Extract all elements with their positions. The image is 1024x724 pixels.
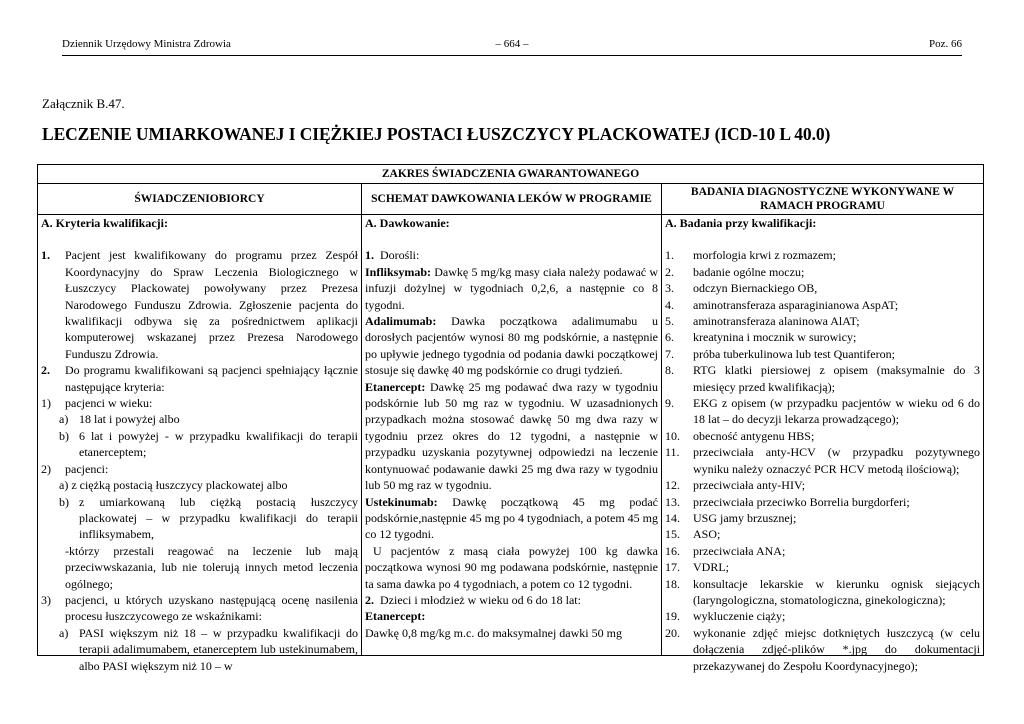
test-item: 14. USG jamy brzusznej; (665, 510, 797, 525)
tests-list (665, 247, 980, 674)
etanercept-children-dosage: Dawkę 0,8 mg/kg m.c. do maksymalnej dawki 50 mg (365, 625, 622, 640)
test-item: 8. RTG klatki piersiowej z opisem (maksymalnie do 3 miesięcy przed kwalifikacją); (665, 363, 981, 394)
running-header (62, 38, 962, 56)
test-item: 18. konsultacje lekarskie w kierunku ognisk siejących (laryngologiczna, stomatologiczna, ginekologiczna); (665, 576, 981, 607)
test-item: 16. przeciwciała ANA; (665, 543, 786, 558)
test-item: 10. obecność antygenu HBS; (665, 428, 815, 443)
col2-header: SCHEMAT DAWKOWANIA LEKÓW W PROGRAMIE (362, 184, 662, 215)
col1-header: ŚWIADCZENIOBIORCY (38, 184, 362, 215)
criterion-2: 2. Do programu kwalifikowani są pacjenci spełniający łącznie następujące kryteria: (41, 363, 358, 394)
test-item: 4. aminotransferaza asparaginianowa AspAT; (665, 297, 899, 312)
journal-name: Dziennik Urzędowy Ministra Zdrowia (62, 38, 231, 50)
col2-body (362, 215, 662, 656)
test-item: 13. przeciwciała przeciwko Borrelia burgdorferi; (665, 494, 910, 509)
criterion-severity: 3) pacjenci, u których uzyskano następującą ocenę nasilenia procesu łuszczycowego ze wskaźnikami: (41, 592, 358, 624)
criterion-1: 1. Pacjent jest kwalifikowany do programu przez Zespół Koordynacyjny do Spraw Leczenia Biologicznego w Łuszczycy Plackowatej powoływany przez Prezesa Narodowego Funduszu Zdrowia. Zgłoszenie pacjenta do kwalifikacji odbywa się za pośrednictwem aplikacji komputerowej wskazanej przez Prezesa Narodowego Funduszu Zdrowia. (41, 248, 358, 361)
criterion-age-b: b) 6 lat i powyżej - w przypadku kwalifikacji do terapii etanerceptem; (59, 428, 358, 460)
test-item: 1. morfologia krwi z rozmazem; (665, 248, 836, 263)
children-heading: 2. Dzieci i młodzież w wieku od 6 do 18 lat: (365, 592, 581, 607)
ustekinumab-heavy-dosage: U pacjentów z masą ciała powyżej 100 kg dawka początkowa wynosi 90 mg podawana podskórnie, następnie ta sama dawka po 4 tygodniach, a potem co 12 tygodni. (365, 543, 658, 591)
test-item: 12. przeciwciała anty-HIV; (665, 478, 806, 493)
qualification-tests-heading: A. Badania przy kwalifikacji: (665, 216, 817, 230)
position-number: Poz. 66 (929, 38, 962, 50)
test-item: 19. wykluczenie ciąży; (665, 609, 786, 624)
test-item: 15. ASO; (665, 527, 721, 542)
adalimumab-dosage: Adalimumab: Dawka początkowa adalimumabu u dorosłych pacjentów wynosi 80 mg podskórnie, a następnie po upływie jednego tygodnia od podania dawki początkowej stosuje się dawkę 40 mg podskórnie co drugi tydzień. (365, 314, 658, 378)
criterion-patients-note: -którzy przestali reagować na leczenie lub mają przeciwwskazania, lub nie tolerują innych metod leczenia ogólnego; (65, 543, 358, 591)
ustekinumab-dosage: Ustekinumab: Dawkę początkową 45 mg podać podskórnie,następnie 45 mg po 4 tygodniach, a potem 45 mg co 12 tygodni. (365, 494, 658, 542)
criterion-patients-a: a) z ciężką postacią łuszczycy plackowatej albo (59, 478, 288, 493)
criterion-age-a: a) 18 lat i powyżej albo (59, 412, 180, 427)
criterion-patients-b: b) z umiarkowaną lub ciężką postacią łuszczycy plackowatej – w przypadku kwalifikacji do terapii infliksymabem, (59, 494, 358, 542)
etanercept-dosage: Etanercept: Dawkę 25 mg podawać dwa razy w tygodniu podskórnie lub 50 mg raz w tygodniu. W uzasadnionych przypadkach można stosować dawkę 50 mg dwa razy w tygodniu przez okres do 12 tygodni, a następnie w przypadku uzyskania pozytywnej odpowiedzi na leczenie kontynuować podawanie dawki 25 mg dwa razy w tygodniu lub 50 mg raz w tygodniu. (365, 379, 658, 493)
page-number: – 664 – (495, 38, 529, 50)
dosage-heading: A. Dawkowanie: (365, 216, 450, 230)
test-item: 2. badanie ogólne moczu; (665, 264, 805, 279)
test-item: 5. aminotransferaza alaninowa AlAT; (665, 314, 860, 329)
test-item: 11. przeciwciała anty-HCV (w przypadku pozytywnego wyniku należy oznaczyć PCR HCV metodą ilościową); (665, 445, 981, 476)
criterion-severity-a: a) PASI większym niż 18 – w przypadku kwalifikacji do terapii adalimumabem, etanerceptem lub ustekinumabem, albo PASI większym niż 10 – w (59, 625, 358, 673)
scope-header: ZAKRES ŚWIADCZENIA GWARANTOWANEGO (38, 165, 984, 184)
col3-header: BADANIA DIAGNOSTYCZNE WYKONYWANE W RAMACH PROGRAMU (662, 184, 984, 215)
criterion-patients: 2) pacjenci: (41, 461, 109, 476)
program-table (37, 164, 984, 673)
col3-body (662, 215, 984, 673)
col1-body (38, 215, 362, 673)
qualification-criteria-heading: A. Kryteria kwalifikacji: (41, 216, 168, 230)
annex-label: Załącznik B.47. (42, 96, 125, 111)
etanercept-children-name: Etanercept: (365, 609, 426, 624)
test-item: 3. odczyn Biernackiego OB, (665, 281, 818, 296)
adults-heading: 1. Dorośli: (365, 248, 420, 263)
infliximab-dosage: Infliksymab: Dawkę 5 mg/kg masy ciała należy podawać w infuzji dożylnej w tygodniach 0,2,6, a następnie co 8 tygodni. (365, 264, 658, 312)
document-title: LECZENIE UMIARKOWANEJ I CIĘŻKIEJ POSTACI ŁUSZCZYCY PLACKOWATEJ (ICD-10 L 40.0) (42, 124, 831, 144)
test-item: 17. VDRL; (665, 560, 729, 575)
criterion-age: 1) pacjenci w wieku: (41, 396, 153, 411)
test-item: 6. kreatynina i mocznik w surowicy; (665, 330, 857, 345)
test-item: 9. EKG z opisem (w przypadku pacjentów w wieku od 6 do 18 lat – do decyzji lekarza prowadzącego); (665, 396, 981, 427)
test-item: 7. próba tuberkulinowa lub test Quantiferon; (665, 346, 895, 361)
test-item: 20. wykonanie zdjęć miejsc dotkniętych łuszczycą (w celu dołączenia zdjęć-plików *.jpg do dokumentacji przekazywanej do Zespołu Koordynacyjnego); (665, 625, 981, 673)
